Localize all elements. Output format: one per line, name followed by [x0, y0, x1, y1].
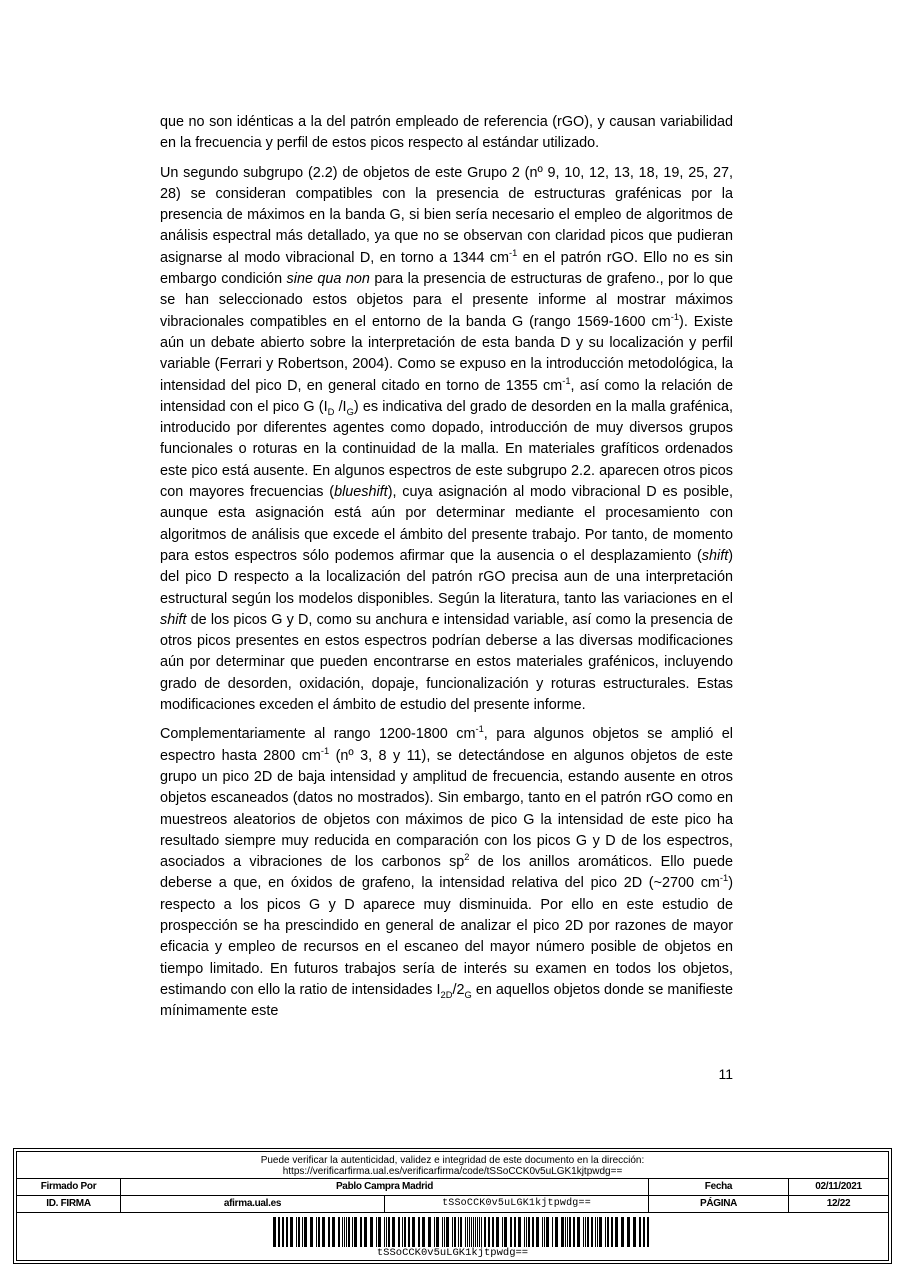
id-label: ID. FIRMA [17, 1196, 121, 1212]
barcode-icon [273, 1217, 653, 1247]
id-code: tSSoCCK0v5uLGK1kjtpwdg== [385, 1196, 649, 1212]
verification-notice [17, 1152, 888, 1179]
page-number: 11 [718, 1066, 733, 1082]
signature-verification-box [13, 1148, 892, 1264]
barcode-area [17, 1211, 888, 1260]
signer-name: Pablo Campra Madrid [121, 1179, 649, 1195]
page-value: 12/22 [826, 1198, 851, 1209]
paragraph-1: que no son idénticas a la del patrón empleado de referencia (rGO), y causan variabilidad en la frecuencia y perfil de estos picos respecto al estándar utilizado. [160, 114, 733, 152]
signed-by-label: Firmado Por [17, 1179, 121, 1195]
page-label: PÁGINA [649, 1196, 789, 1212]
paragraph-2: Un segundo subgrupo (2.2) de objetos de este Grupo 2 (nº 9, 10, 12, 13, 18, 19, 25, 27, 28) se consideran compatibles con la presencia de estructuras grafénicas por la presencia de máximos en la banda G, si bien sería necesario el empleo de algoritmos de análisis espectral más detallado, ya que no se observan con claridad picos que pudieran asignarse al modo vibracional D, en torno a 1344 $cm^{-1}$ en el patrón rGO. Ello no es sin embargo condición sine qua non para la presencia de estructuras de grafeno., por lo que se han seleccionado estos objetos para el presente informe al mostrar máximos vibracionales compatibles en el entorno de la banda G (rango 1569-1600 $cm^{-1}$). Existe aún un debate abierto sobre la interpretación de esta banda D y su localización y perfil variable (Ferrari y Robertson, 2004). Como se expuso en la introducción metodológica, la intensidad del pico D, en general citado en torno de 1355 $cm^{-1}$, así como la relación de intensidad con el pico G ($I_D$ $/I_G$) es indicativa del grado de desorden en la malla grafénica, introducido por diferentes agentes como dopado, introducción de muy diversos grupos funcionales o roturas en la continuidad de la malla. En materiales grafíticos ordenados este pico está ausente. En algunos espectros de este subgrupo 2.2. aparecen otros picos con mayores frecuencias (blueshift), cuya asignación al modo vibracional D es posible, aunque esta asignación está aún por determinar mediante el procesamiento con algoritmos de análisis que excede el ámbito del presente trabajo. Por tanto, de momento para estos espectros sólo podemos afirmar que la ausencia o el desplazamiento (shift) del pico D respecto a la localización del patrón rGO precisa aun de una interpretación estructural según los modelos disponibles. Según la literatura, tanto las variaciones en el shift de los picos G y D, como su anchura e intensidad variable, así como la presencia de otros picos presentes en estos espectros podrían deberse a las diversas modificaciones aún por determinar que pueden encontrarse en estos materiales grafénicos, incluyendo grado de desorden, oxidación, dopaje, funcionalización y roturas estructurales. Estas modificaciones exceden el ámbito de estudio del presente informe. [160, 164, 733, 714]
body-text [160, 112, 733, 1030]
id-host: afirma.ual.es [121, 1196, 385, 1212]
verification-text: Puede verificar la autenticidad, validez e integridad de este documento en la dirección: [260, 1155, 645, 1166]
barcode-text: tSSoCCK0v5uLGK1kjtpwdg== [376, 1247, 529, 1259]
verification-url[interactable]: https://verificarfirma.ual.es/verificarfirma/code/tSSoCCK0v5uLGK1kjtpwdg== [282, 1166, 623, 1177]
paragraph-3: Complementariamente al rango 1200-1800 $cm^{-1}$, para algunos objetos se amplió el espectro hasta 2800 $cm^{-1}$ (nº 3, 8 y 11), se detectándose en algunos objetos de este grupo un pico 2D de baja intensidad y amplitud de frecuencia, estando ausente en otros objetos escaneados (datos no mostrados). Sin embargo, tanto en el patrón rGO como en muestreos aleatorios de objetos con máximos de pico G la intensidad de este pico ha resultado siempre muy reducida en comparación con los picos G y D de los espectros, asociados a vibraciones de los carbonos $sp^2$ de los anillos aromáticos. Ello puede deberse a que, en óxidos de grafeno, la intensidad relativa del pico 2D (~2700 $cm^{-1}$) respecto a los picos G y D aparece muy disminuida. Por ello en este estudio de prospección se ha prescindido en general de analizar el pico 2D por razones de mayor eficacia y empleo de recursos en el escaneo del mayor número posible de objetos en tiempo limitado. En futuros trabajos sería de interés su examen en todos los objetos, estimando con ello la ratio de intensidades $I_{2D}/2_G$ en aquellos objetos donde se manifieste mínimamente este [160, 724, 733, 1020]
date-value: 02/11/2021 [815, 1181, 862, 1192]
date-label: Fecha [649, 1179, 789, 1195]
signer-row [17, 1179, 888, 1196]
